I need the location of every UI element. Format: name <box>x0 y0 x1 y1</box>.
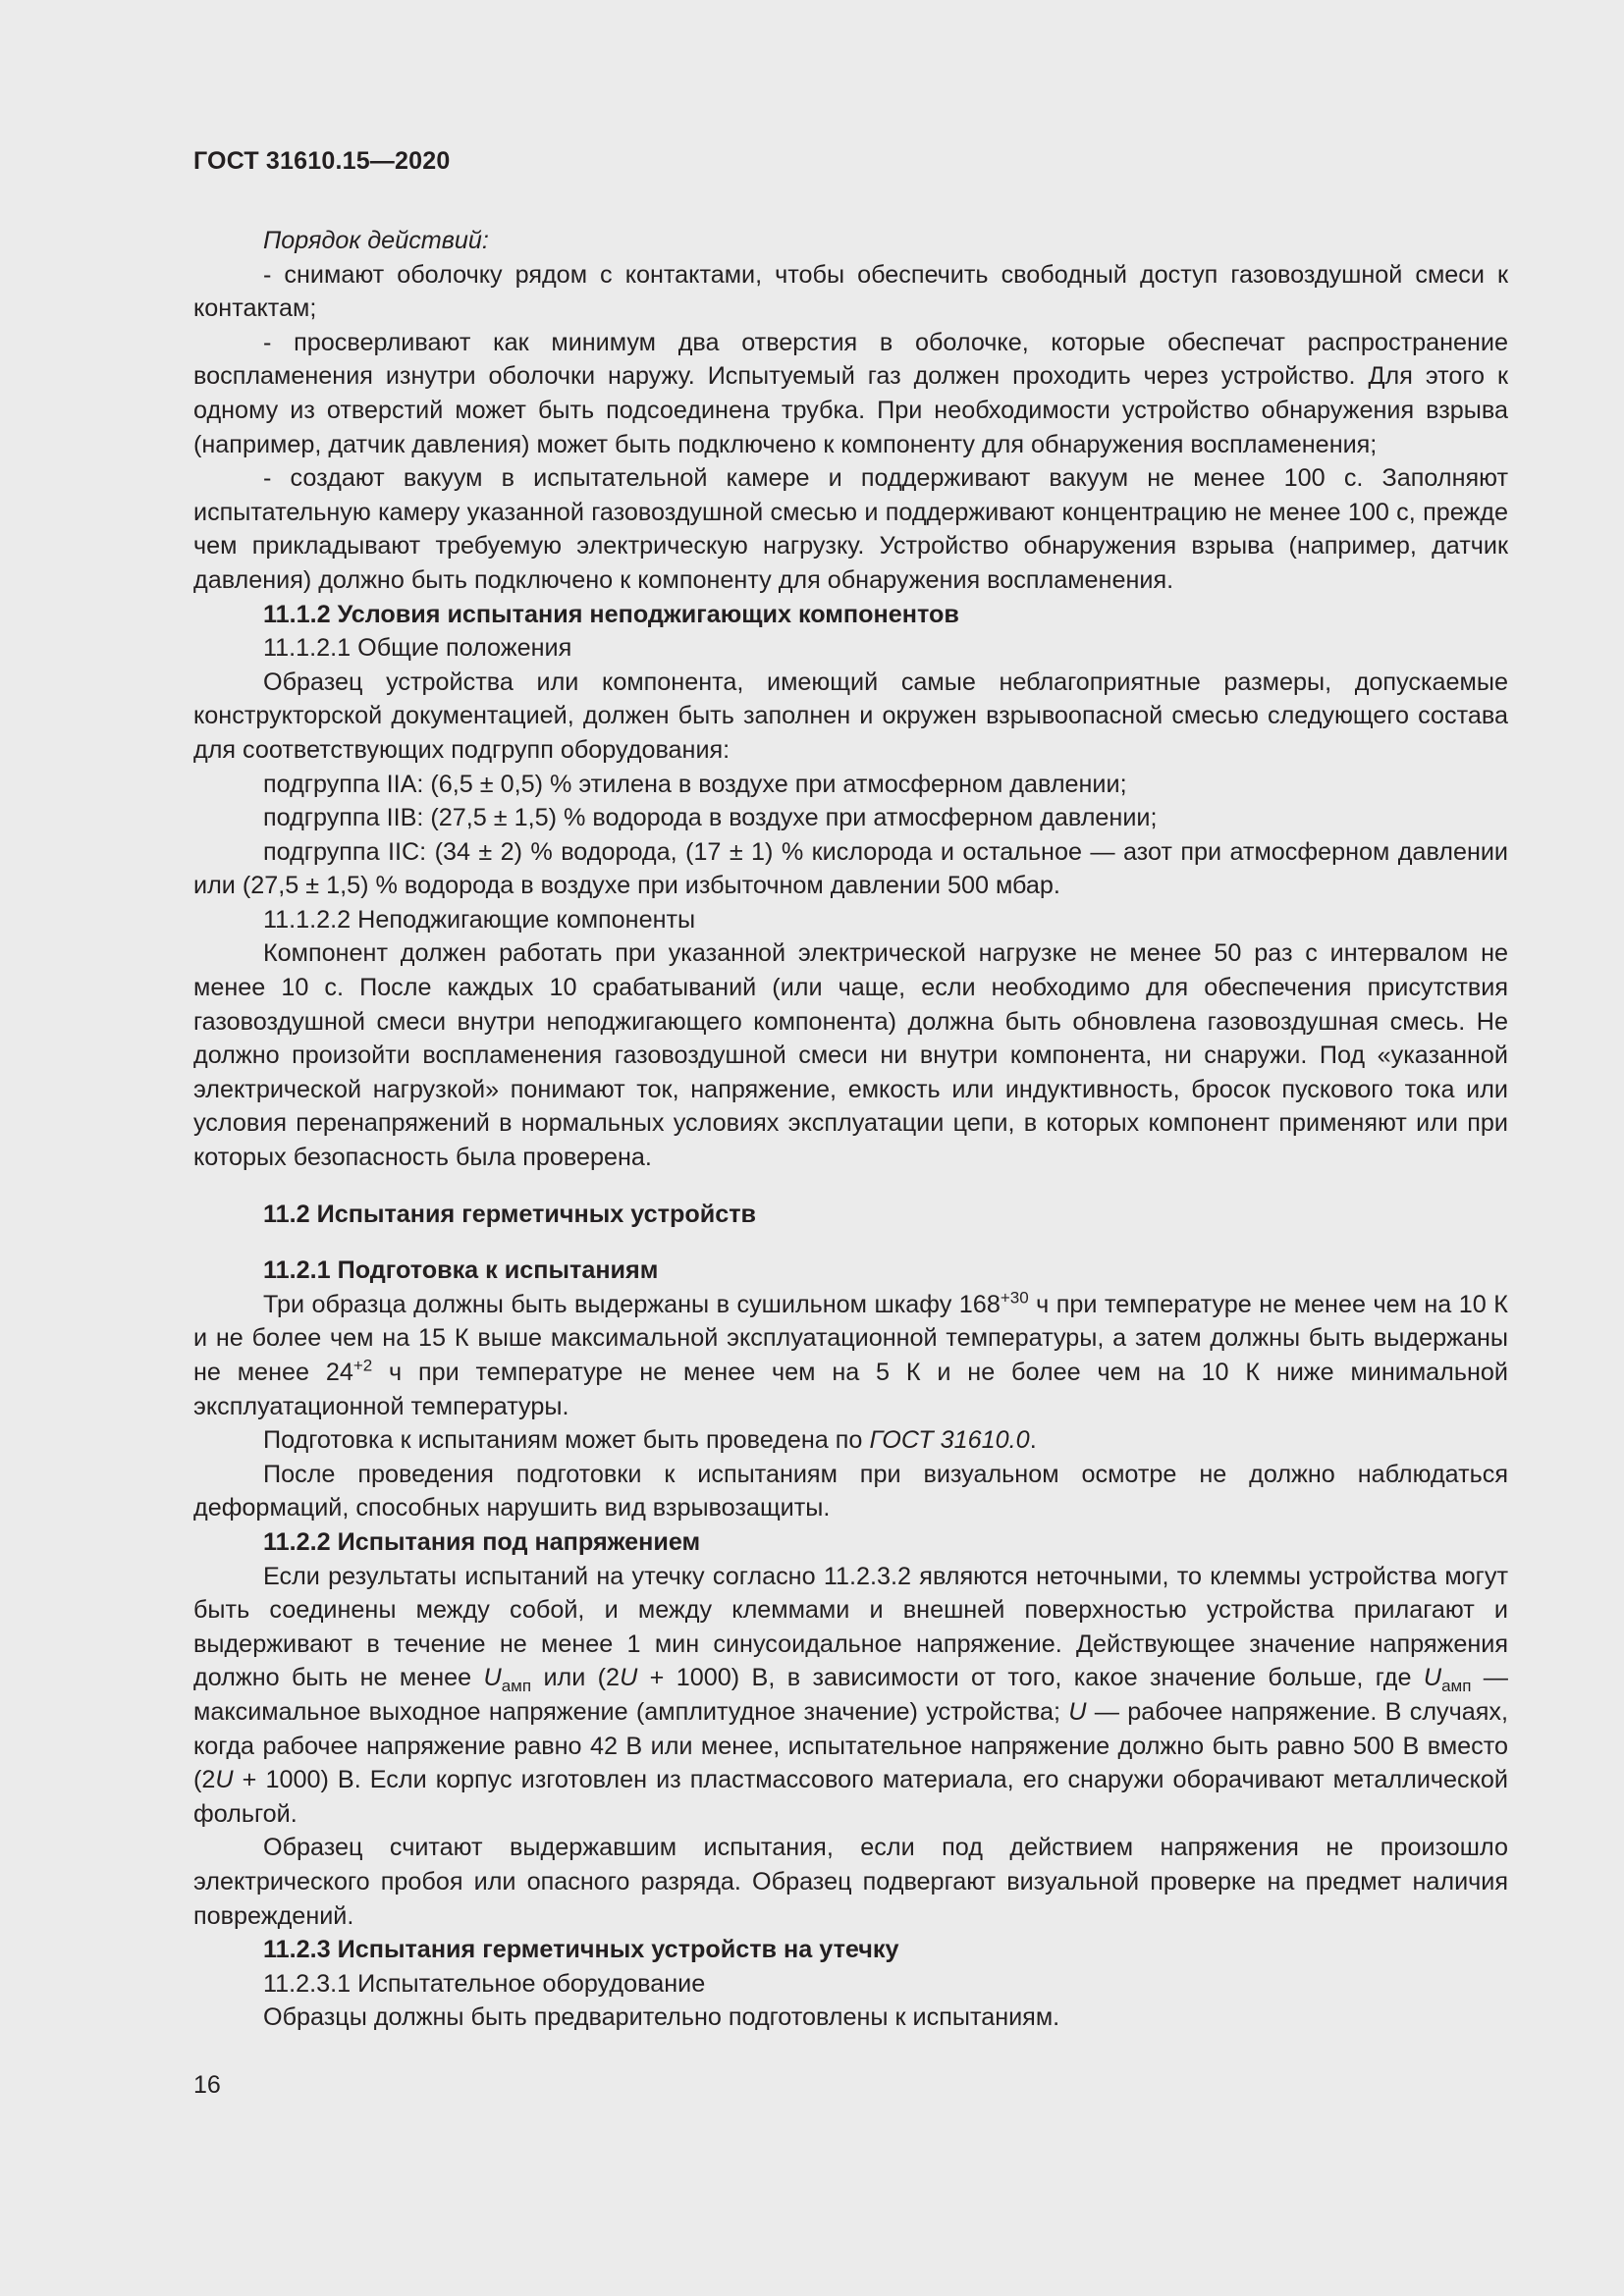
document-body <box>193 224 1508 2035</box>
heading-11-2-3: 11.2.3 Испытания герметичных устройств на утечку <box>263 1936 899 1964</box>
heading-11-1-2-1: 11.1.2.1 Общие положения <box>263 634 572 663</box>
paragraph-11-1-2-1: Образец устройства или компонента, имеющий самые неблагоприятные размеры, допускаемые конструкторской документацией, должен быть заполнен и окружен взрывоопасной смесью следующего состава для соответствующих подгрупп оборудования: <box>193 667 1508 764</box>
subgroup-iia: подгруппа IIA: (6,5 ± 0,5) % этилена в воздухе при атмосферном давлении; <box>263 770 1127 798</box>
paragraph-11-2-1: Три образца должны быть выдержаны в сушильном шкафу $168^{+30}$ ч при температуре не менее чем на 10 К и не более чем на 15 К выше максимальной эксплуатационной температуры, а затем должны быть выдержаны не менее $24^{+2}$ ч при температуре не менее чем на 5 К и не более чем на 10 К ниже минимальной эксплуатационной температуры. <box>193 1288 1508 1420</box>
subgroup-iib: подгруппа IIB: (27,5 ± 1,5) % водорода в воздухе при атмосферном давлении; <box>263 804 1158 832</box>
standard-reference: ГОСТ 31610.0 <box>869 1426 1030 1455</box>
paragraph-11-2-2: Если результаты испытаний на утечку согласно 11.2.3.2 являются неточными, то клеммы устройства могут быть соединены между собой, и между клеммами и внешней поверхностью устройства прилагают и выдерживают в течение не менее 1 мин синусоидальное напряжение. Действующее значение напряжения должно быть не менее $U_{амп}$ или (2U + 1000) В, в зависимости от того, какое значение больше, где $U_{амп}$ — максимальное выходное напряжение (амплитудное значение) устройства; U — рабочее напряжение. В случаях, когда рабочее напряжение равно 42 В или менее, испытательное напряжение должно быть равно 500 В вместо (2U + 1000) В. Если корпус изготовлен из пластмассового материала, его снаружи оборачивают металлической фольгой. <box>193 1562 1508 1828</box>
procedure-step-3: - создают вакуум в испытательной камере и поддерживают вакуум не менее 100 с. Заполняют испытательную камеру указанной газовоздушной смесью и поддерживают концентрацию не менее 100 с, прежде чем прикладывают требуемую электрическую нагрузку. Устройство обнаружения взрыва (например, датчик давления) должно быть подключено к компоненту для обнаружения воспламенения. <box>193 464 1508 594</box>
procedure-step-1: - снимают оболочку рядом с контактами, чтобы обеспечить свободный доступ газовоздушной смеси к контактам; <box>193 260 1508 323</box>
paragraph-11-2-1-reference: Подготовка к испытаниям может быть проведена по ГОСТ 31610.0. <box>263 1426 1037 1455</box>
heading-11-2: 11.2 Испытания герметичных устройств <box>263 1200 757 1228</box>
heading-11-1-2: 11.1.2 Условия испытания неподжигающих компонентов <box>263 600 959 628</box>
paragraph-11-2-3-1: Образцы должны быть предварительно подготовлены к испытаниям. <box>263 2003 1060 2032</box>
paragraph-11-1-2-2: Компонент должен работать при указанной электрической нагрузке не менее 50 раз с интервалом не менее 10 с. После каждых 10 срабатываний (или чаще, если необходимо для обеспечения присутствия газовоздушной смеси внутри неподжигающего компонента) должна быть обновлена газовоздушная смесь. Не должно произойти воспламенения газовоздушной смеси ни внутри компонента, ни снаружи. Под «указанной электрической нагрузкой» понимают ток, напряжение, емкость или индуктивность, бросок пускового тока или условия перенапряжений в нормальных условиях эксплуатации цепи, в которых компонент применяют или при которых безопасность была проверена. <box>193 939 1508 1172</box>
paragraph-11-2-2-result: Образец считают выдержавшим испытания, если под действием напряжения не произошло электрического пробоя или опасного разряда. Образец подвергают визуальной проверке на предмет наличия повреждений. <box>193 1834 1508 1930</box>
procedure-step-2: - просверливают как минимум два отверстия в оболочке, которые обеспечат распространение воспламенения изнутри оболочки наружу. Испытуемый газ должен проходить через устройство. Для этого к одному из отверстий может быть подсоединена трубка. При необходимости устройство обнаружения взрыва (например, датчик давления) может быть подключено к компоненту для обнаружения воспламенения; <box>193 328 1508 458</box>
heading-11-2-3-1: 11.2.3.1 Испытательное оборудование <box>263 1969 706 1998</box>
heading-11-2-1: 11.2.1 Подготовка к испытаниям <box>263 1256 659 1285</box>
heading-11-2-2: 11.2.2 Испытания под напряжением <box>263 1527 701 1556</box>
procedure-title: Порядок действий: <box>263 227 489 254</box>
paragraph-11-2-1-inspection: После проведения подготовки к испытаниям при визуальном осмотре не должно наблюдаться деформаций, способных нарушить вид взрывозащиты. <box>193 1460 1508 1522</box>
subgroup-iic: подгруппа IIC: (34 ± 2) % водорода, (17 ± 1) % кислорода и остальное — азот при атмосферном давлении или (27,5 ± 1,5) % водорода в воздухе при избыточном давлении 500 мбар. <box>193 837 1508 900</box>
heading-11-1-2-2: 11.1.2.2 Неподжигающие компоненты <box>263 905 696 934</box>
page-number: 16 <box>193 2071 221 2099</box>
document-code-header: ГОСТ 31610.15—2020 <box>193 147 451 175</box>
